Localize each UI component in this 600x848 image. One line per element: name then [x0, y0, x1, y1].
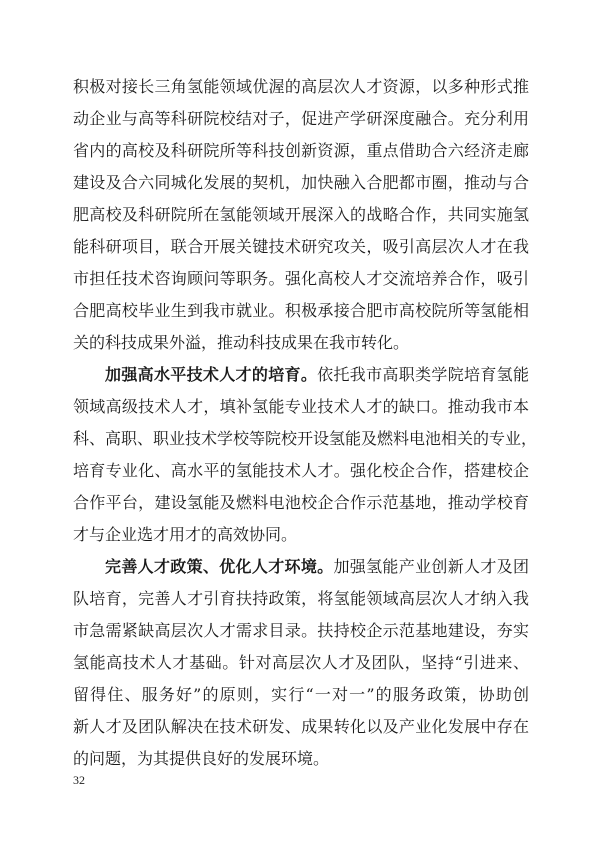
paragraph-2-line: 领域高级技术人才，填补氢能专业技术人才的缺口。推动我市本: [73, 397, 529, 416]
paragraph-1-line: 省内的高校及科研院所等科技创新资源，重点借助合六经济走廊: [73, 141, 529, 160]
paragraph-1-line: 肥高校及科研院所在氢能领域开展深入的战略合作，共同实施氢: [73, 205, 529, 224]
paragraph-3-line: 氢能高技术人才基础。针对高层次人才及团队，坚持“引进来、: [73, 653, 529, 672]
paragraph-2-line: 科、高职、职业技术学校等院校开设氢能及燃料电池相关的专业，: [73, 429, 538, 448]
paragraph-1-line: 积极对接长三角氢能领域优渥的高层次人才资源，以多种形式推: [73, 77, 529, 96]
paragraph-2-heading: 加强高水平技术人才的培育。: [105, 365, 318, 384]
paragraph-2-line: 才与企业选才用才的高效协同。: [73, 525, 298, 544]
paragraph-3-line: 留得住、服务好”的原则，实行“一对一”的服务政策，协助创: [73, 685, 529, 704]
paragraph-3-line: 市急需紧缺高层次人才需求目录。扶持校企示范基地建设，夯实: [73, 621, 529, 640]
paragraph-2-line: 培育专业化、高水平的氢能技术人才。强化校企合作，搭建校企: [73, 461, 529, 480]
paragraph-3-line: 的问题，为其提供良好的发展环境。: [73, 749, 330, 768]
paragraph-1-line: 动企业与高等科研院校结对子，促进产学研深度融合。充分利用: [73, 109, 529, 128]
paragraph-3-first-line: [105, 555, 529, 579]
paragraph-1-line: 市担任技术咨询顾问等职务。强化高校人才交流培养合作，吸引: [73, 269, 529, 288]
paragraph-3-first-line-text: 加强氢能产业创新人才及团: [333, 557, 529, 576]
paragraph-2-first-line-text: 依托我市高职类学院培育氢能: [317, 365, 529, 384]
paragraph-2-first-line: [105, 363, 529, 387]
paragraph-1-line: 建设及合六同城化发展的契机，加快融入合肥都市圈，推动与合: [73, 173, 529, 192]
page-number: 32: [73, 773, 85, 787]
paragraph-1-line: 关的科技成果外溢，推动科技成果在我市转化。: [73, 333, 410, 352]
paragraph-3-line: 队培育，完善人才引育扶持政策，将氢能领域高层次人才纳入我: [73, 589, 529, 608]
paragraph-1-line: 能科研项目，联合开展关键技术研究攻关，吸引高层次人才在我: [73, 237, 529, 256]
paragraph-1-line: 合肥高校毕业生到我市就业。积极承接合肥市高校院所等氢能相: [73, 301, 529, 320]
paragraph-3-line: 新人才及团队解决在技术研发、成果转化以及产业化发展中存在: [73, 717, 529, 736]
paragraph-2-line: 合作平台，建设氢能及燃料电池校企合作示范基地，推动学校育: [73, 493, 529, 512]
paragraph-3-heading: 完善人才政策、优化人才环境。: [105, 557, 334, 576]
